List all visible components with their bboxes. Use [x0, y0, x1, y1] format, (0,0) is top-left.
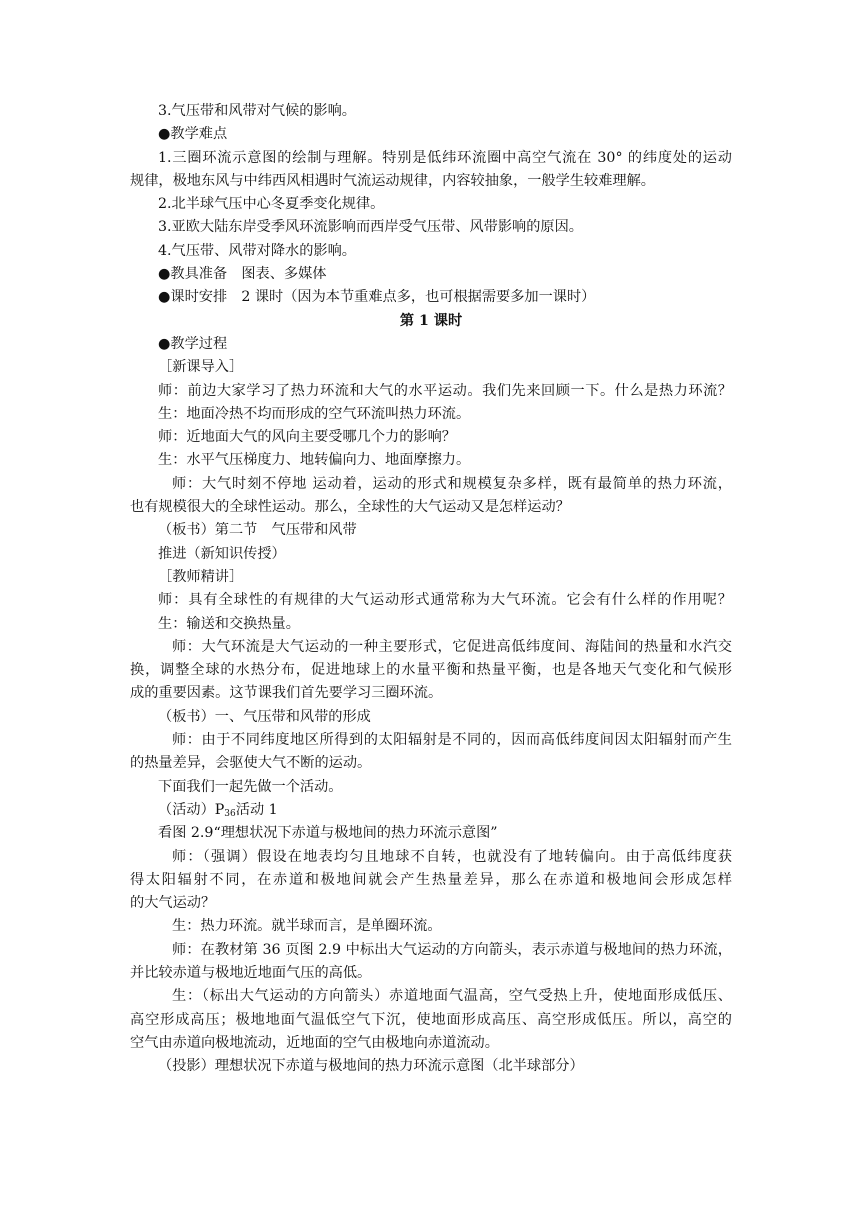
text-line: 师：大气环流是大气运动的一种主要形式，它促进高低纬度间、海陆间的热量和水汽交: [172, 638, 732, 655]
text-line: （板书）第二节 气压带和风带: [158, 522, 357, 539]
text-line: 生：（标出大气运动的方向箭头）赤道地面气温高，空气受热上升，使地面形成低压、: [172, 988, 732, 1005]
text-line: 师：在教材第 36 页图 2.9 中标出大气运动的方向箭头，表示赤道与极地间的热力环流，: [172, 941, 732, 958]
text-line: 3.气压带和风带对气候的影响。: [158, 103, 356, 119]
text-segment: 活动 1: [235, 801, 278, 818]
text-line: 师：大气时刻不停地 运动着，运动的形式和规模复杂多样，既有最简单的热力环流，: [172, 475, 732, 492]
text-line: 4.气压带、风带对降水的影响。: [158, 242, 356, 259]
text-line: [130, 799, 732, 822]
text-line: 生：地面冷热不均而形成的空气环流叫热力环流。: [158, 405, 471, 422]
text-line: 看图 2.9“理想状况下赤道与极地间的热力环流示意图”: [158, 825, 498, 842]
document-body: [130, 100, 732, 1078]
text-line: 1.三圈环流示意图的绘制与理解。特别是低纬环流圈中高空气流在 30° 的纬度处的运动: [158, 149, 732, 166]
text-line: ●教具准备 图表、多媒体: [158, 266, 327, 283]
text-line: 规律，极地东风与中纬西风相遇时气流运动规律，内容较抽象，一般学生较难理解。: [130, 172, 655, 189]
text-line: 第 1 课时: [399, 312, 463, 329]
text-line: 师：由于不同纬度地区所得到的太阳辐射是不同的，因而高低纬度间因太阳辐射而产生: [172, 732, 732, 749]
text-line: 师：近地面大气的风向主要受哪几个力的影响？: [158, 429, 456, 446]
text-line: （投影）理想状况下赤道与极地间的热力环流示意图（北半球部分）: [158, 1058, 584, 1075]
text-line: ●教学过程: [158, 335, 228, 352]
text-segment: （活动）P: [158, 801, 225, 818]
text-line: 师：（强调）假设在地表均匀且地球不自转，也就没有了地转偏向。由于高低纬度获: [172, 848, 732, 865]
text-line: ［教师精讲］: [158, 568, 244, 585]
text-line: ●教学难点: [158, 126, 228, 143]
text-line: ●课时安排 2 课时（因为本节重难点多，也可根据需要多加一课时）: [158, 289, 596, 306]
text-line: 生：水平气压梯度力、地转偏向力、地面摩擦力。: [158, 452, 471, 469]
text-line: 师：前边大家学习了热力环流和大气的水平运动。我们先来回顾一下。什么是热力环流？: [158, 382, 732, 399]
text-line: 成的重要因素。这节课我们首先要学习三圈环流。: [130, 685, 443, 702]
text-line: （板书）一、气压带和风带的形成: [158, 708, 371, 725]
text-line: 得太阳辐射不同，在赤道和极地间就会产生热量差异，那么在赤道和极地间会形成怎样: [130, 871, 732, 888]
text-line: 3.亚欧大陆东岸受季风环流影响而西岸受气压带、风带影响的原因。: [158, 219, 583, 236]
text-line: 空气由赤道向极地流动，近地面的空气由极地向赤道流动。: [130, 1034, 499, 1051]
text-line: 高空形成高压；极地地面气温低空气下沉，使地面形成高压、高空形成低压。所以，高空的: [130, 1011, 732, 1028]
text-line: 推进（新知识传授）: [158, 545, 286, 562]
text-line: 师：具有全球性的有规律的大气运动形式通常称为大气环流。它会有什么样的作用呢？: [158, 592, 732, 609]
text-line: 的大气运动？: [130, 895, 216, 912]
text-line: 的热量差异，会驱使大气不断的运动。: [130, 755, 372, 772]
text-line: 生：热力环流。就半球而言，是单圈环流。: [172, 918, 442, 935]
text-line: 生：输送和交换热量。: [158, 615, 300, 632]
text-line: ［新课导入］: [158, 359, 244, 376]
text-line: 也有规模很大的全球性运动。那么，全球性的大气运动又是怎样运动？: [130, 499, 570, 516]
text-line: 下面我们一起先做一个活动。: [158, 778, 343, 795]
text-line: 换，调整全球的水热分布，促进地球上的水量平衡和热量平衡，也是各地天气变化和气候形: [130, 662, 732, 679]
text-line: 2.北半球气压中心冬夏季变化规律。: [158, 196, 385, 213]
page-subscript: 36: [224, 808, 236, 819]
text-line: 并比较赤道与极地近地面气压的高低。: [130, 964, 372, 981]
